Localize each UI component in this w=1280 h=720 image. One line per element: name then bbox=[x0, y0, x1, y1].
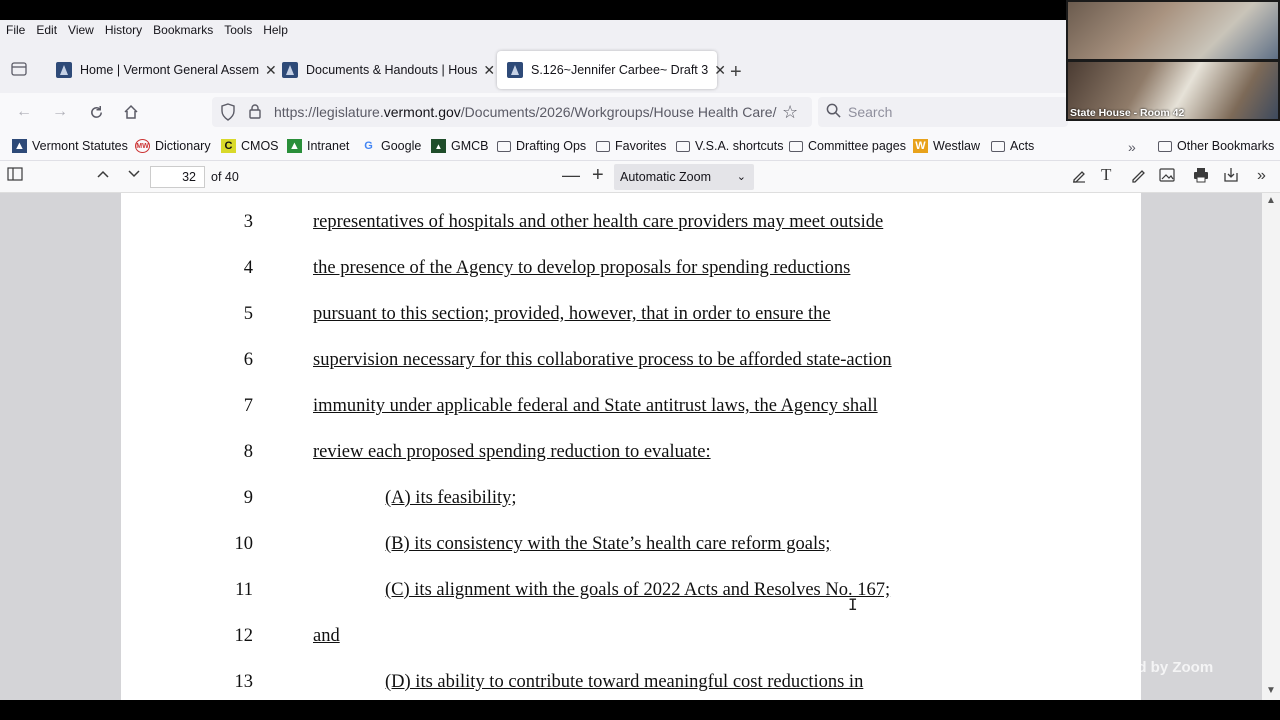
url-domain: vermont.gov bbox=[383, 104, 461, 120]
bookmark-drafting-ops[interactable] bbox=[497, 139, 586, 153]
video-label: State House - Room 42 bbox=[1070, 107, 1185, 119]
bookmark-dictionary[interactable] bbox=[135, 139, 211, 153]
bookmark-favorites[interactable] bbox=[596, 139, 666, 153]
folder-icon bbox=[596, 141, 610, 152]
scroll-down-icon[interactable]: ▼ bbox=[1266, 685, 1276, 696]
search-placeholder: Search bbox=[848, 104, 893, 120]
intranet-icon: ▲ bbox=[287, 139, 302, 153]
bookmark-label: Intranet bbox=[307, 139, 350, 153]
document-line bbox=[313, 258, 850, 279]
document-line bbox=[313, 304, 831, 325]
bookmark-vermont-statutes[interactable] bbox=[12, 139, 128, 153]
folder-icon bbox=[991, 141, 1005, 152]
line-number: 13 bbox=[234, 672, 253, 692]
bookmark-label: CMOS bbox=[241, 139, 279, 153]
bookmark-label: Committee pages bbox=[808, 139, 906, 153]
url-bar[interactable] bbox=[212, 97, 812, 127]
bookmark-label: Acts bbox=[1010, 139, 1035, 153]
menu-tools[interactable]: Tools bbox=[224, 22, 253, 37]
line-text: review each proposed spending reduction to evaluate: bbox=[313, 442, 711, 462]
line-number: 4 bbox=[243, 258, 253, 278]
back-icon[interactable]: ← bbox=[16, 103, 32, 120]
line-number: 10 bbox=[234, 534, 253, 554]
search-input[interactable] bbox=[818, 97, 1068, 127]
home-icon[interactable] bbox=[121, 102, 141, 122]
zoom-watermark: Powered by Zoom bbox=[1084, 659, 1214, 676]
folder-icon bbox=[676, 141, 690, 152]
new-tab-icon[interactable]: + bbox=[730, 61, 742, 83]
vertical-scrollbar[interactable] bbox=[1262, 193, 1280, 700]
line-text: the presence of the Agency to develop proposals for spending reductions bbox=[313, 258, 851, 278]
bookmark-label: Dictionary bbox=[155, 139, 211, 153]
bookmark-committee-pages[interactable] bbox=[789, 139, 906, 153]
next-page-icon[interactable] bbox=[127, 167, 141, 185]
page-count: of 40 bbox=[211, 170, 239, 184]
line-number: 6 bbox=[243, 350, 253, 370]
line-number: 8 bbox=[243, 442, 253, 462]
url-path: /Documents/2026/Workgroups/House Health Care/ bbox=[460, 104, 777, 120]
draw-icon[interactable] bbox=[1130, 167, 1146, 187]
line-number: 9 bbox=[243, 488, 253, 508]
document-line bbox=[313, 212, 883, 233]
tracking-protection-icon[interactable] bbox=[220, 103, 236, 124]
text-tool-icon[interactable]: T bbox=[1101, 165, 1112, 184]
tab-home[interactable] bbox=[46, 51, 277, 89]
folder-icon bbox=[497, 141, 511, 152]
document-line bbox=[313, 626, 340, 647]
dictionary-icon: MW bbox=[135, 139, 150, 153]
bookmark-label: Other Bookmarks bbox=[1177, 139, 1275, 153]
lock-icon[interactable] bbox=[248, 103, 262, 123]
menu-bookmarks[interactable]: Bookmarks bbox=[153, 22, 214, 37]
image-icon[interactable] bbox=[1159, 167, 1175, 187]
bookmark-label: Google bbox=[381, 139, 422, 153]
url-prefix: https://legislature. bbox=[274, 104, 384, 120]
line-number: 3 bbox=[243, 212, 253, 232]
document-line bbox=[313, 442, 711, 463]
line-number: 12 bbox=[234, 626, 253, 646]
bookmark-westlaw[interactable] bbox=[913, 139, 980, 153]
save-icon[interactable] bbox=[1223, 167, 1239, 187]
tools-menu-chevron-icon[interactable]: » bbox=[1257, 167, 1266, 184]
tab-title: Documents & Handouts | Hous bbox=[306, 63, 478, 77]
text-cursor-icon: I bbox=[848, 595, 858, 614]
menu-view[interactable]: View bbox=[68, 22, 94, 37]
zoom-select[interactable] bbox=[614, 164, 754, 190]
line-number: 7 bbox=[243, 396, 253, 416]
pdf-viewer[interactable] bbox=[0, 193, 1280, 700]
document-line bbox=[385, 672, 863, 693]
line-text: (D) its ability to contribute toward meaningful cost reductions in bbox=[385, 672, 864, 692]
pdf-toolbar bbox=[0, 161, 1280, 193]
print-icon[interactable] bbox=[1193, 167, 1209, 187]
bookmark-other-bookmarks[interactable] bbox=[1158, 139, 1274, 153]
menu-bar bbox=[0, 20, 1068, 39]
line-text: and bbox=[313, 626, 340, 646]
bookmark-label: V.S.A. shortcuts bbox=[695, 139, 784, 153]
reload-icon[interactable] bbox=[86, 102, 106, 122]
document-line bbox=[385, 534, 830, 555]
previous-page-icon[interactable] bbox=[96, 167, 110, 185]
close-tab-icon[interactable]: ✕ bbox=[714, 61, 726, 78]
line-text: immunity under applicable federal and State antitrust laws, the Agency shall bbox=[313, 396, 878, 416]
line-text: (C) its alignment with the goals of 2022 Acts and Resolves No. 167; bbox=[385, 580, 891, 600]
zoom-in-icon[interactable]: + bbox=[592, 164, 604, 186]
highlight-icon[interactable] bbox=[1071, 167, 1087, 187]
folder-icon bbox=[1158, 141, 1172, 152]
close-tab-icon[interactable]: ✕ bbox=[265, 61, 277, 78]
document-line bbox=[313, 350, 892, 371]
document-line bbox=[385, 488, 517, 509]
document-line bbox=[385, 580, 890, 601]
menu-edit[interactable]: Edit bbox=[36, 22, 58, 37]
line-text: supervision necessary for this collaborative process to be afforded state-action bbox=[313, 350, 892, 370]
close-tab-icon[interactable]: ✕ bbox=[483, 61, 496, 78]
url-text[interactable] bbox=[274, 104, 777, 120]
line-number: 5 bbox=[243, 304, 253, 324]
menu-file[interactable]: File bbox=[6, 22, 26, 37]
bookmark-label: Favorites bbox=[615, 139, 667, 153]
pdf-page bbox=[121, 193, 1141, 700]
tab-documents[interactable] bbox=[272, 51, 496, 89]
vermont-favicon-icon bbox=[282, 62, 298, 78]
page-number-input[interactable]: 32 bbox=[150, 166, 205, 188]
tab-title: Home | Vermont General Assem bbox=[80, 63, 260, 77]
vermont-favicon-icon bbox=[56, 62, 72, 78]
document-line bbox=[313, 396, 878, 417]
tab-title: S.126~Jennifer Carbee~ Draft 3 bbox=[531, 63, 709, 77]
vermont-icon: ▲ bbox=[12, 139, 27, 153]
zoom-value: Automatic Zoom bbox=[620, 170, 712, 184]
line-text: representatives of hospitals and other health care providers may meet outside bbox=[313, 212, 884, 232]
bookmark-label: Westlaw bbox=[933, 139, 981, 153]
bottom-black-bar bbox=[0, 700, 1280, 720]
tab-active-draft[interactable] bbox=[497, 51, 726, 89]
bookmark-vsa-shortcuts[interactable] bbox=[676, 139, 783, 153]
folder-icon bbox=[789, 141, 803, 152]
scroll-up-icon[interactable]: ▲ bbox=[1266, 195, 1276, 206]
bookmark-label: GMCB bbox=[451, 139, 489, 153]
gmcb-icon: ▲ bbox=[431, 139, 446, 153]
sidebar-toggle-icon[interactable] bbox=[7, 167, 23, 185]
bookmark-star-icon[interactable]: ☆ bbox=[782, 102, 799, 122]
more-bookmarks-chevron-icon[interactable]: » bbox=[1128, 139, 1136, 155]
line-number: 11 bbox=[235, 580, 253, 600]
video-feed-top bbox=[1068, 2, 1278, 59]
bookmark-label: Vermont Statutes bbox=[32, 139, 128, 153]
chevron-down-icon: ⌄ bbox=[736, 171, 746, 183]
google-icon: G bbox=[364, 140, 373, 152]
bookmark-intranet[interactable] bbox=[287, 139, 349, 153]
line-text: pursuant to this section; provided, however, that in order to ensure the bbox=[313, 304, 831, 324]
westlaw-icon: W bbox=[913, 139, 928, 153]
bookmark-gmcb[interactable] bbox=[431, 139, 489, 153]
line-text: (B) its consistency with the State’s health care reform goals; bbox=[385, 534, 831, 554]
cmos-icon: C bbox=[221, 139, 236, 153]
bookmark-acts[interactable] bbox=[991, 139, 1034, 153]
zoom-video-thumbnail[interactable] bbox=[1066, 0, 1280, 121]
bookmarks-toolbar bbox=[0, 131, 1280, 161]
search-icon bbox=[826, 103, 841, 121]
menu-history[interactable]: History bbox=[104, 22, 143, 37]
bookmark-google[interactable] bbox=[361, 139, 421, 153]
bookmark-cmos[interactable] bbox=[221, 139, 279, 153]
zoom-out-icon[interactable]: — bbox=[562, 165, 580, 185]
bookmark-label: Drafting Ops bbox=[516, 139, 587, 153]
tab-list-icon[interactable] bbox=[8, 59, 30, 79]
line-text: (A) its feasibility; bbox=[385, 488, 517, 508]
forward-icon[interactable]: → bbox=[52, 103, 68, 120]
vermont-favicon-icon bbox=[507, 62, 523, 78]
menu-help[interactable]: Help bbox=[263, 22, 288, 37]
